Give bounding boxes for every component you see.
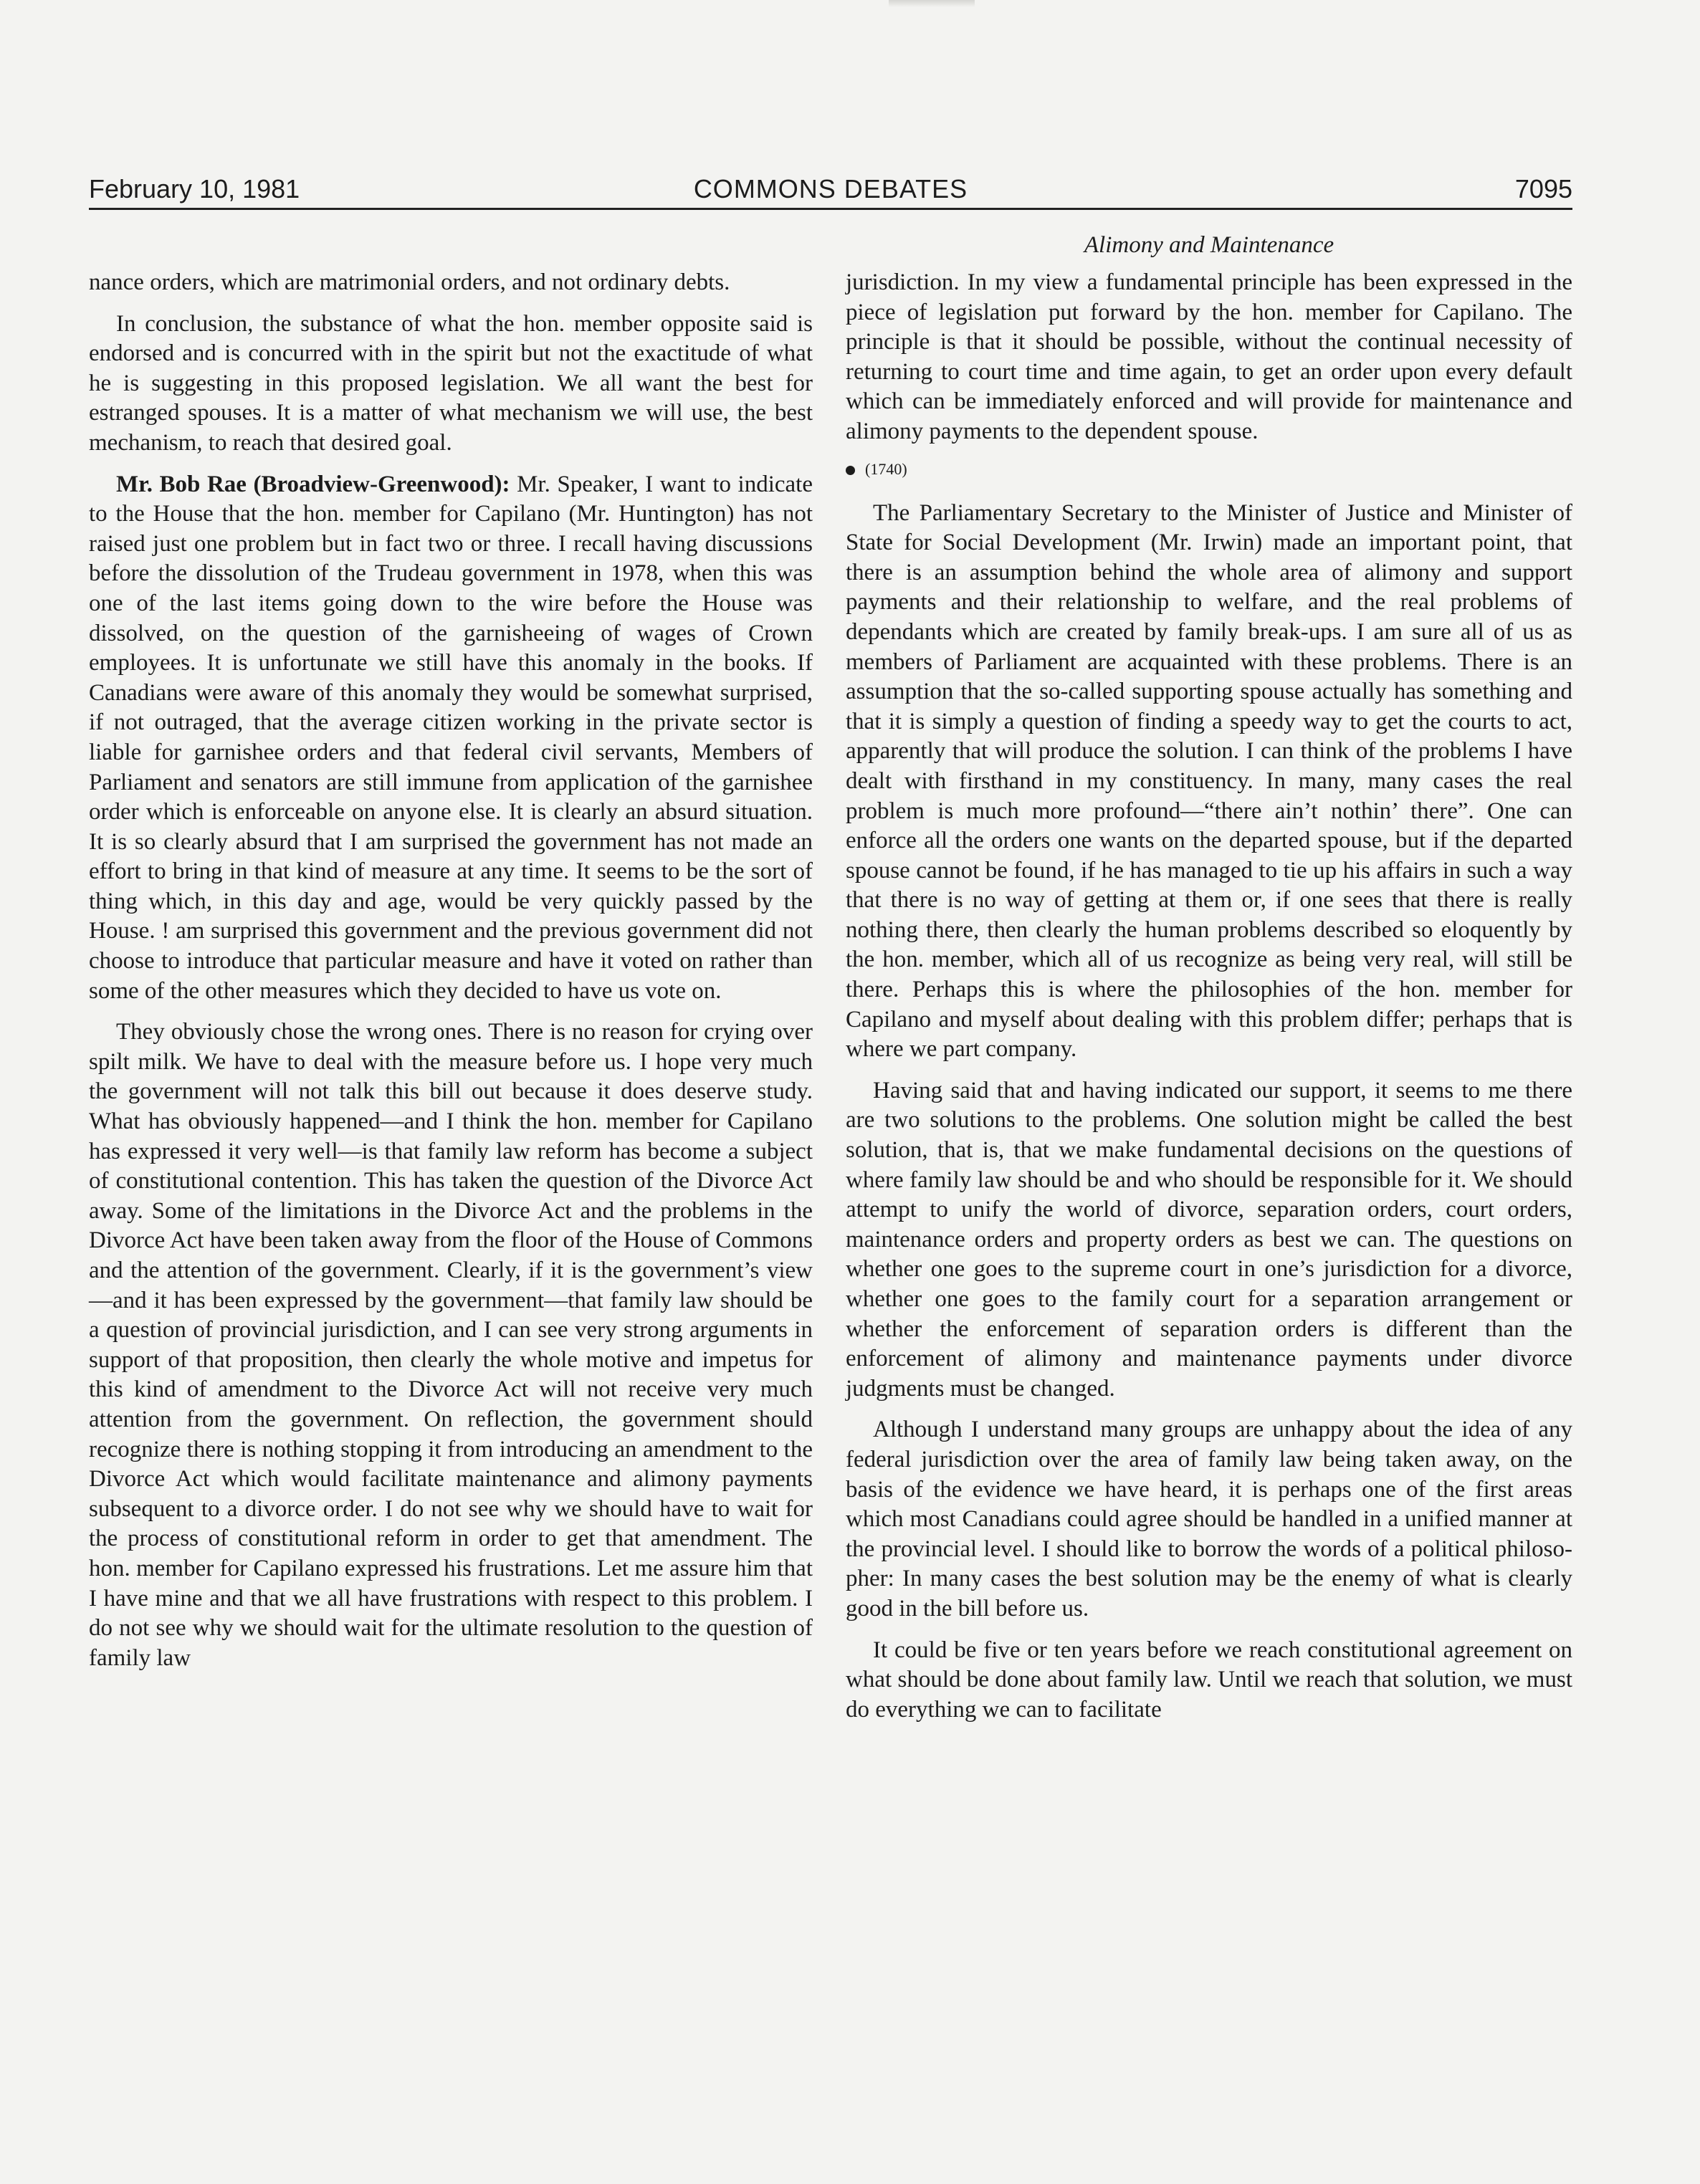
- speaker-name: Mr. Bob Rae (Broadview-Greenwood):: [116, 471, 510, 497]
- paragraph: In conclusion, the substance of what the hon. member opposite said is endorsed and is concurred with in the spirit but not the exactitude of what he is suggesting in this proposed legislation. We all want the best for estranged spouses. It is a matter of what mechanism we will use, the best mechanism, to reach that desired goal.: [89, 310, 813, 456]
- paragraph: It could be five or ten years before we reach constitutional agreement on what should be done about family law. Until we reach that solution, we must do everything we can to facilitate: [846, 1637, 1572, 1723]
- time-marker-text: (1740): [865, 459, 907, 478]
- paragraph-speech: [89, 470, 813, 1007]
- scan-artifact: [889, 0, 975, 7]
- header-date: February 10, 1981: [89, 174, 300, 203]
- paragraph: nance orders, which are matrimonial orders, and not ordinary debts.: [89, 269, 730, 295]
- paragraph: Although I understand many groups are unhappy about the idea of any federal jurisdiction over the area of family law being taken away, on the basis of the evidence we have heard, it is perhaps one of the first areas which most Canadians could agree should be handled in a unified manner at the provincial level. I should like to borrow the words of a political philosopher: In many cases the best solution may be the enemy of what is clearly good in the bill before us.: [846, 1417, 1572, 1622]
- section-title: Alimony and Maintenance: [1084, 232, 1334, 258]
- bullet-icon: [846, 466, 855, 475]
- paragraph: They obviously chose the wrong ones. There is no reason for crying over spilt milk. We have to deal with the measure before us. I hope very much the government will not talk this bill out because it does deserve study. What has obviously happened—and I think the hon. member for Capilano has expressed it very well—is that family law reform has become a subject of constitutional contention. This has taken the question of the Divorce Act away. Some of the limitations in the Divorce Act and the problems in the Divorce Act have been taken away from the floor of the House of Commons and the attention of the government. Clearly, if it is the government’s view—and it has been expressed by the government—that family law should be a question of provincial jurisdiction, and I can see very strong arguments in support of that proposition, then clearly the whole motive and impetus for this kind of amendment to the Divorce Act will not receive very much attention from the government. On reflection, the government should recognize there is nothing stopping it from introducing an amendment to the Divorce Act which would facilitate maintenance and alimony payments subsequent to a divorce order. I do not see why we should have to wait for the process of constitutional reform in order to get that amendment. The hon. member for Capilano expressed his frustrations. Let me assure him that I have mine and that we all have frustrations with respect to this problem. I do not see why we should wait for the ultimate resolution to the question of family law: [89, 1019, 813, 1671]
- time-marker: [846, 459, 1572, 480]
- right-column: [846, 268, 1572, 1736]
- left-column: [89, 268, 813, 1685]
- header-publication: COMMONS DEBATES: [693, 174, 968, 203]
- paragraph: Having said that and having indicated our support, it seems to me there are two solutions to the problems. One solution might be called the best solution, that is, that we make fundamental decisions on the questions of where family law should be and who should be responsible for it. We should attempt to unify the world of divorce, separation orders, court orders, maintenance orders and property orders as best we can. The questions on whether one goes to the supreme court in one’s jurisdiction for a divorce, whether one goes to the family court for a separation arrangement or whether the enforcement of separation orders is different than the enforcement of alimony and maintenance payments under divorce judgments must be changed.: [846, 1077, 1572, 1402]
- speech-text: Mr. Speaker, I want to indicate to the House that the hon. member for Capilano (Mr. Huntington) has not raised just one problem but in fact two or three. I recall having discussions before the dissolution of the Trudeau government in 1978, when this was one of the last items going down to the wire before the House was dissolved, on the question of the garnisheeing of wages of Crown employees. It is unfortunate we still have this anomaly in the books. If Canadians were aware of this anomaly they would be somewhat surprised, if not outraged, that the average citizen working in the private sector is liable for garnishee orders and that federal civil servants, Members of Parliament and senators are still immune from application of the garnishee order which is enforceable on anyone else. It is clearly an absurd situation. It is so clearly absurd that I am surprised the government has not made an effort to bring in that kind of measure at any time. It seems to be the sort of thing which, in this day and age, would be very quickly passed by the House. ! am surprised this government and the previous government did not choose to introduce that particular measure and have it voted on rather than some of the other measures which they decided to have us vote on.: [89, 471, 813, 1004]
- paragraph: jurisdiction. In my view a fundamental principle has been expressed in the piece of legislation put forward by the hon. member for Capilano. The principle is that it should be possible, without the continual necessity of returning to court time and time again, to get an order upon every default which can be immediately enforced and will provide for maintenance and alimony payments to the dependent spouse.: [846, 269, 1572, 444]
- header-page-number: 7095: [1514, 174, 1572, 203]
- paragraph: The Parliamentary Secretary to the Minister of Justice and Minister of State for Social Development (Mr. Irwin) made an important point, that there is an assumption behind the whole area of alimony and support payments and their relationship to welfare, and the real problems of dependants which are created by family break-ups. I am sure all of us as members of Parliament are acquainted with these problems. There is an assumption that the so-called supporting spouse actually has something and that it is simply a question of finding a speedy way to get the courts to act, apparently that will produce the solution. I can think of the problems I have dealt with firsthand in my constituency. In many, many cases the real problem is much more profound—“there ain’t nothin’ there”. One can enforce all the orders one wants on the departed spouse, but if the departed spouse cannot be found, if he has managed to tie up his affairs in such a way that there is no way of getting at them or, if one sees that there is really nothing there, then clearly the human problems described so eloquently by the hon. member, which all of us recognize as being very real, will still be there. Perhaps this is where the philosophies of the hon. member for Capilano and myself about dealing with this problem differ; perhaps that is where we part company.: [846, 499, 1572, 1063]
- page-header: [89, 172, 1572, 210]
